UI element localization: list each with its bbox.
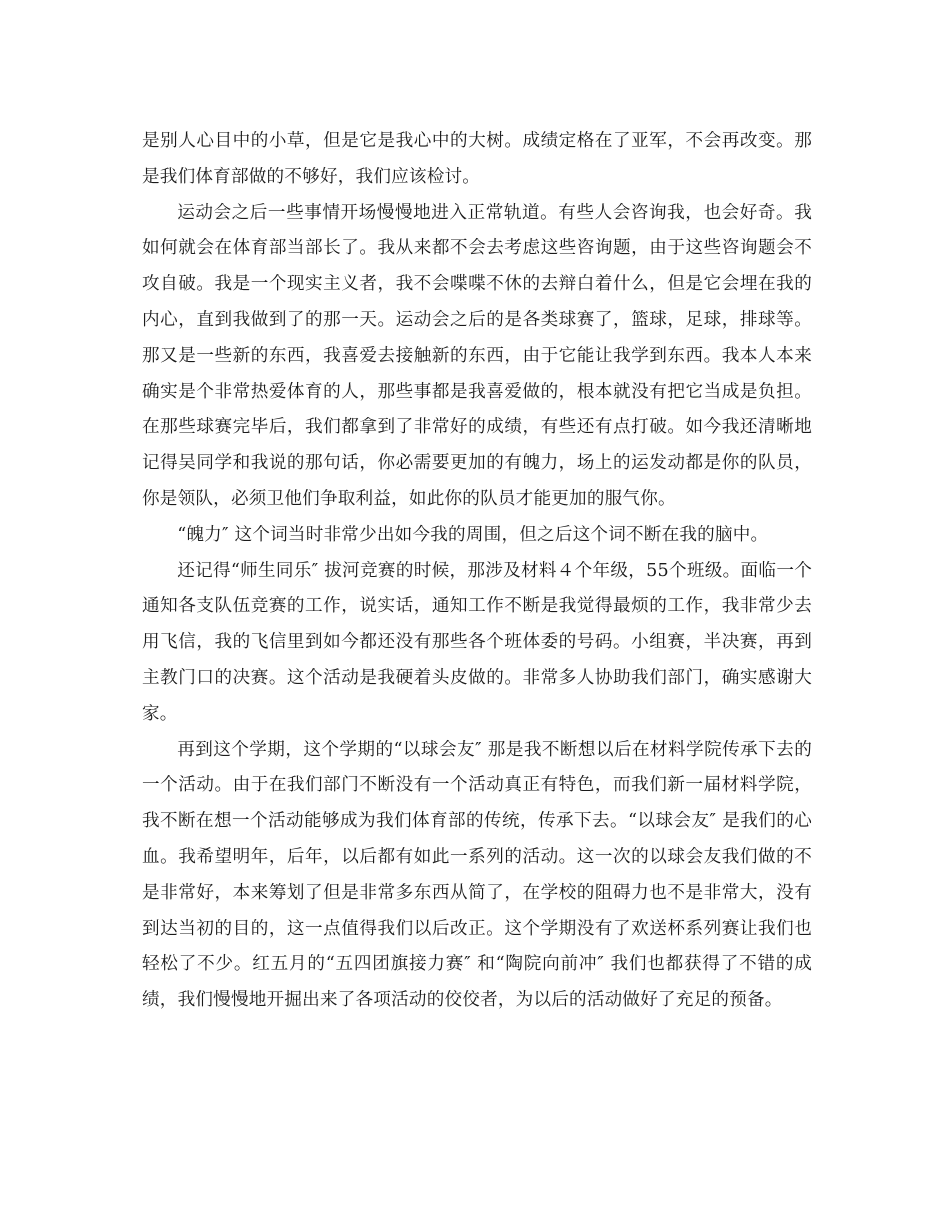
paragraph-3: “魄力″ 这个词当时非常少出如今我的周围，但之后这个词不断在我的脑中。 [177, 524, 769, 545]
paragraph-1: 是别人心目中的小草，但是它是我心中的大树。成绩定格在了亚军，不会再改变。那是我们体育部做的不够好，我们应该检讨。 [142, 131, 812, 187]
document-body [142, 124, 812, 1019]
paragraph-4: 还记得“师生同乐″ 拔河竞赛的时候，那涉及材料４个年级，55个班级。面临一个通知各支队伍竞赛的工作，说实话，通知工作不断是我觉得最烦的工作，我非常少去用飞信，我的飞信里到如今都还没有那些各个班体委的号码。小组赛，半决赛，再到主教门口的决赛。这个活动是我硬着头皮做的。非常多人协助我们部门，确实感谢大家。 [142, 560, 812, 724]
paragraph-2: 运动会之后一些事情开场慢慢地进入正常轨道。有些人会咨询我，也会好奇。我如何就会在体育部当部长了。我从来都不会去考虑这些咨询题，由于这些咨询题会不攻自破。我是一个现实主义者，我不会喋喋不休的去辩白着什么，但是它会埋在我的内心，直到我做到了的那一天。运动会之后的是各类球赛了，篮球，足球，排球等。那又是一些新的东西，我喜爱去接触新的东西，由于它能让我学到东西。我本人本来确实是个非常热爱体育的人，那些事都是我喜爱做的，根本就没有把它当成是负担。在那些球赛完毕后，我们都拿到了非常好的成绩，有些还有点打破。如今我还清晰地记得吴同学和我说的那句话，你必需要更加的有魄力，场上的运发动都是你的队员，你是领队，必须卫他们争取利益，如此你的队员才能更加的服气你。 [142, 202, 812, 509]
paragraph-5: 再到这个学期，这个学期的“以球会友″ 那是我不断想以后在材料学院传承下去的一个活动。由于在我们部门不断没有一个活动真正有特色，而我们新一届材料学院，我不断在想一个活动能够成为我们体育部的传统，传承下去。“以球会友″ 是我们的心血。我希望明年，后年，以后都有如此一系列的活动。这一次的以球会友我们做的不是非常好，本来筹划了但是非常多东西从简了，在学校的阻碍力也不是非常大，没有到达当初的目的，这一点值得我们以后改正。这个学期没有了欢送杯系列赛让我们也轻松了不少。红五月的“五四团旗接力赛″ 和“陶院向前冲″ 我们也都获得了不错的成绩，我们慢慢地开掘出来了各项活动的佼佼者，为以后的活动做好了充足的预备。 [142, 739, 812, 1011]
